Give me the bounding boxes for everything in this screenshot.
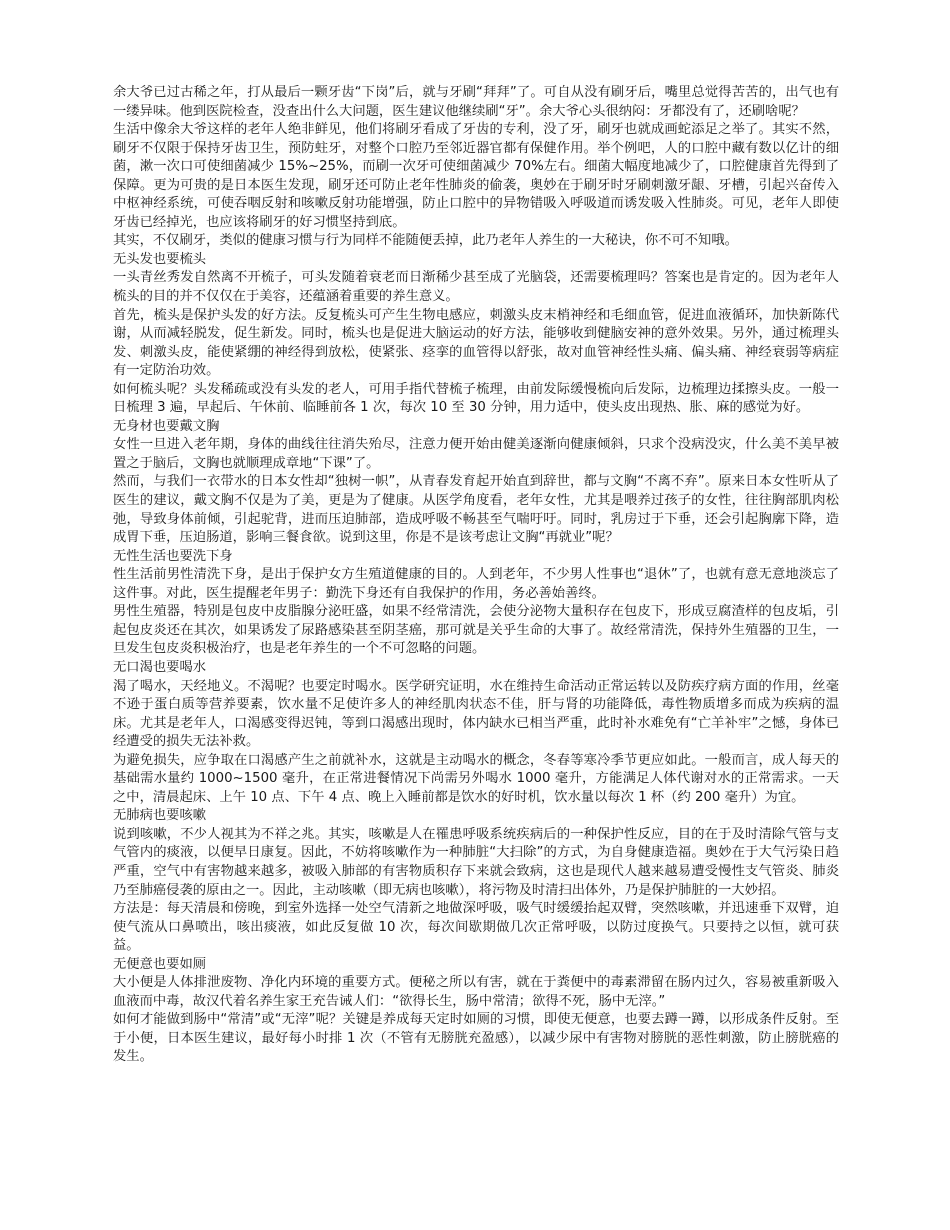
- section-heading: 无口渴也要喝水: [113, 659, 207, 675]
- body-paragraph: 渴了喝水，天经地义。不渴呢？也要定时喝水。医学研究证明，水在维持生命活动正常运转以及防疾疗病方面的作用，丝毫不逊于蛋白质等营养要素，饮水量不足使许多人的神经肌肉状态不佳，肝与肾的功能降低，毒性物质增多而成为疾病的温床。尤其是老年人，口渴感变得迟钝，等到口渴感出现时，体内缺水已相当严重，此时补水难免有“亡羊补牢”之憾，身体已经遭受的损失无法补救。: [113, 678, 839, 750]
- section-heading: 无身材也要戴文胸: [113, 418, 220, 434]
- section-heading: 无便意也要如厕: [113, 956, 207, 972]
- body-paragraph: 余大爷已过古稀之年，打从最后一颗牙齿“下岗”后，就与牙刷“拜拜”了。可自从没有刷牙后，嘴里总觉得苦苦的，出气也有一缕异味。他到医院检查，没查出什么大问题，医生建议他继续刷“牙”。余大爷心头很纳闷：牙都没有了，还刷啥呢？: [113, 85, 839, 119]
- section-heading: 无性生活也要洗下身: [113, 548, 233, 564]
- body-paragraph: 如何才能做到肠中“常清”或“无滓”呢？关键是养成每天定时如厕的习惯，即使无便意，也要去蹲一蹲，以形成条件反射。至于小便，日本医生建议，最好每小时排 1 次（不管有无膀胱充盈感），以减少尿中有害物对膀胱的恶性刺激，防止膀胱癌的发生。: [113, 1012, 839, 1065]
- body-paragraph: 说到咳嗽，不少人视其为不祥之兆。其实，咳嗽是人在罹患呼吸系统疾病后的一种保护性反应，目的在于及时清除气管与支气管内的痰液，以便早日康复。因此，不妨将咳嗽作为一种肺脏“大扫除”的方式，为自身健康造福。奥妙在于大气污染日趋严重，空气中有害物越来越多，被吸入肺部的有害物质积存下来就会致病，这也是现代人越来越易遭受慢性支气管炎、肺炎乃至肺癌侵袭的原由之一。因此，主动咳嗽（即无病也咳嗽），将污物及时清扫出体外，乃是保护肺脏的一大妙招。: [113, 826, 839, 898]
- body-paragraph: 女性一旦进入老年期，身体的曲线往往消失殆尽，注意力便开始由健美逐渐向健康倾斜，只求个没病没灾，什么美不美早被置之于脑后，文胸也就顺理成章地“下课”了。: [113, 437, 839, 471]
- body-paragraph: 首先，梳头是保护头发的好方法。反复梳头可产生生物电感应，刺激头皮末梢神经和毛细血管，促进血液循环，加快新陈代谢，从而减轻脱发，促生新发。同时，梳头也是促进大脑运动的好方法，能够收到健脑安神的意外效果。另外，通过梳理头发、刺激头皮，能使紧绷的神经得到放松，使紧张、痉挛的血管得以舒张，故对血管神经性头痛、偏头痛、神经衰弱等病症有一定防治功效。: [113, 307, 839, 379]
- section-heading: 无肺病也要咳嗽: [113, 808, 207, 824]
- document-body: [113, 84, 839, 1067]
- body-paragraph: 方法是：每天清晨和傍晚，到室外选择一处空气清新之地做深呼吸，吸气时缓缓抬起双臂，突然咳嗽，并迅速垂下双臂，迫使气流从口鼻喷出，咳出痰液，如此反复做 10 次，每次间歇期做几次正常呼吸，以防过度换气。只要持之以恒，就可获益。: [113, 901, 839, 954]
- body-paragraph: 一头青丝秀发自然离不开梳子，可头发随着衰老而日渐稀少甚至成了光脑袋，还需要梳理吗？答案也是肯定的。因为老年人梳头的目的并不仅仅在于美容，还蕴涵着重要的养生意义。: [113, 270, 839, 305]
- body-paragraph: 大小便是人体排泄废物、净化内环境的重要方式。便秘之所以有害，就在于粪便中的毒素滞留在肠内过久，容易被重新吸入血液而中毒，故汉代着名养生家王充告诫人们：“欲得长生，肠中常清；欲得不死，肠中无滓。”: [113, 975, 839, 1009]
- body-paragraph: 如何梳头呢？头发稀疏或没有头发的老人，可用手指代替梳子梳理，由前发际缓慢梳向后发际，边梳理边揉擦头皮。一般一日梳理 3 遍，早起后、午休前、临睡前各 1 次，每次 10 至 30 分钟，用力适中，使头皮出现热、胀、麻的感觉为好。: [113, 381, 839, 416]
- body-paragraph: 性生活前男性清洗下身，是出于保护女方生殖道健康的目的。人到老年，不少男人性事也“退休”了，也就有意无意地淡忘了这件事。对此，医生提醒老年男子：勤洗下身还有自我保护的作用，务必善始善终。: [113, 567, 839, 601]
- body-paragraph: 生活中像余大爷这样的老年人绝非鲜见，他们将刷牙看成了牙齿的专利，没了牙，刷牙也就成画蛇添足之举了。其实不然，刷牙不仅限于保持牙齿卫生，预防蛀牙，对整个口腔乃至邻近器官都有保健作用。举个例吧，人的口腔中藏有数以亿计的细菌，漱一次口可使细菌减少 15%~25%，而刷一次牙可使细菌减少 70%左右。细菌大幅度地减少了，口腔健康首先得到了保障。更为可贵的是日本医生发现，刷牙还可防止老年性肺炎的偷袭，奥妙在于刷牙时牙刷刺激牙龈、牙槽，引起兴奋传入中枢神经系统，可使吞咽反射和咳嗽反射功能增强，防止口腔中的异物错吸入呼吸道而诱发吸入性肺炎。可见，老年人即使牙齿已经掉光，也应该将刷牙的好习惯坚持到底。: [113, 122, 839, 230]
- body-paragraph: 然而，与我们一衣带水的日本女性却“独树一帜”，从青春发育起开始直到辞世，都与文胸“不离不弃”。原来日本女性听从了医生的建议，戴文胸不仅是为了美，更是为了健康。从医学角度看，老年女性，尤其是喂养过孩子的女性，往往胸部肌肉松弛，导致身体前倾，引起驼背，进而压迫肺部，造成呼吸不畅甚至气喘吁吁。同时，乳房过于下垂，还会引起胸廓下降，造成胃下垂，压迫肠道，影响三餐食欲。说到这里，你是不是该考虑让文胸“再就业”呢？: [113, 474, 839, 546]
- body-paragraph: 为避免损失，应争取在口渴感产生之前就补水，这就是主动喝水的概念，冬春等寒冷季节更应如此。一般而言，成人每天的基础需水量约 1000~1500 毫升，在正常进餐情况下尚需另外喝水 1000 毫升，方能满足人体代谢对水的正常需求。一天之中，清晨起床、上午 10 点、下午 4 点、晚上入睡前都是饮水的好时机，饮水量以每次 1 杯（约 200 毫升）为宜。: [113, 752, 839, 805]
- body-paragraph: 男性生殖器，特别是包皮中皮脂腺分泌旺盛，如果不经常清洗，会使分泌物大量积存在包皮下，形成豆腐渣样的包皮垢，引起包皮炎还在其次，如果诱发了尿路感染甚至阴茎癌，那可就是关乎生命的大事了。故经常清洗，保持外生殖器的卫生，一旦发生包皮炎积极治疗，也是老年养生的一个不可忽略的问题。: [113, 604, 839, 657]
- section-heading: 无头发也要梳头: [113, 251, 207, 267]
- body-paragraph: 其实，不仅刷牙，类似的健康习惯与行为同样不能随便丢掉，此乃老年人养生的一大秘诀，你不可不知哦。: [113, 233, 738, 249]
